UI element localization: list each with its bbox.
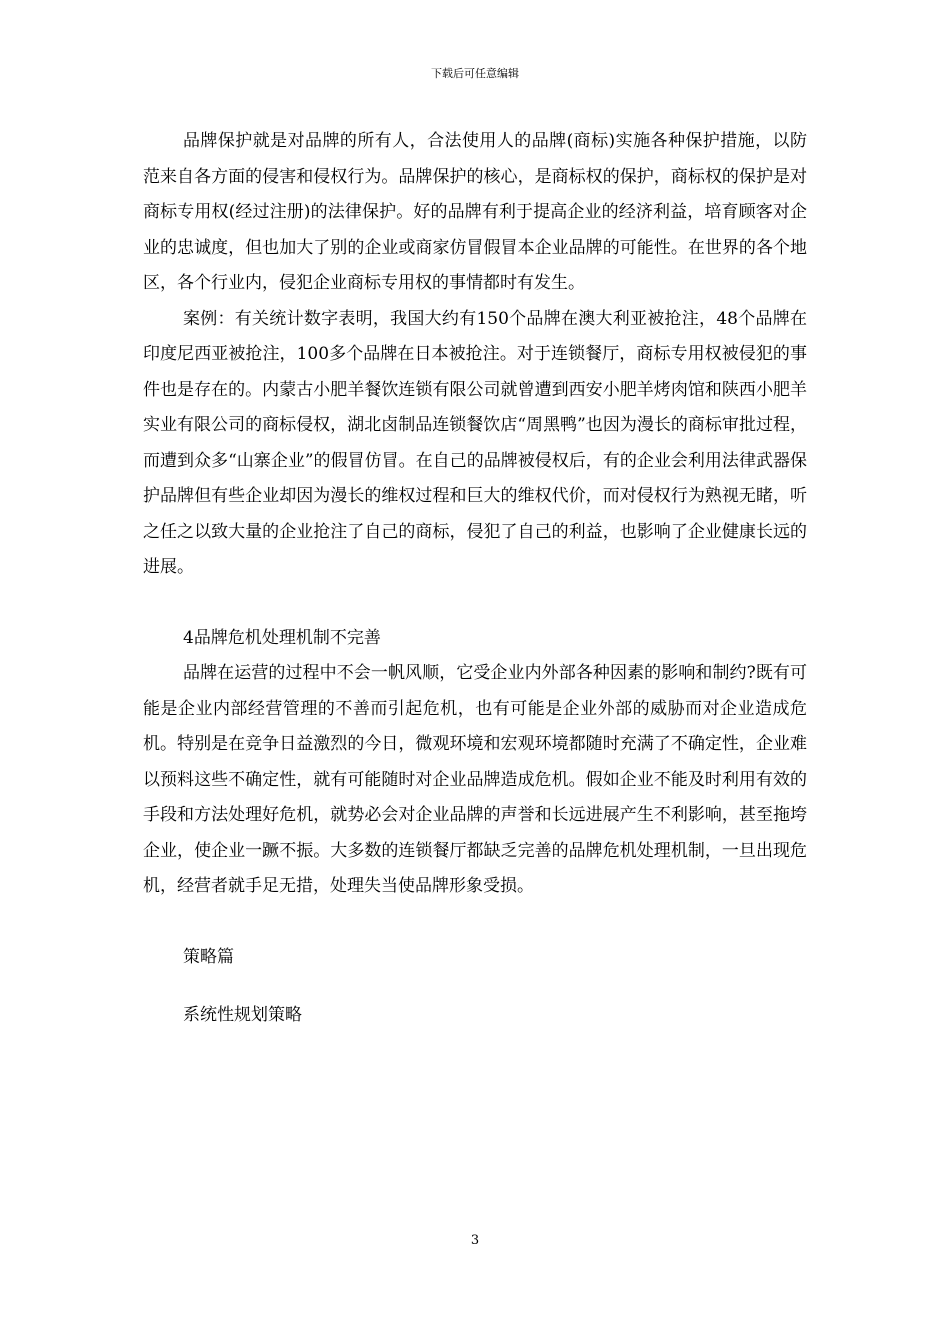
page-header: 下载后可任意编辑 bbox=[431, 67, 519, 80]
section-heading-crisis: 4品牌危机处理机制不完善 bbox=[183, 627, 381, 648]
paragraph-brand-protection: 品牌保护就是对品牌的所有人，合法使用人的品牌(商标)实施各种保护措施，以防范来自各方面的侵害和侵权行为。品牌保护的核心，是商标权的保护，商标权的保护是对商标专用权(经过注册)的法律保护。好的品牌有利于提高企业的经济利益，培育顾客对企业的忠诚度，但也加大了别的企业或商家仿冒假冒本企业品牌的可能性。在世界的各个地区，各个行业内，侵犯企业商标专用权的事情都时有发生。 bbox=[143, 131, 807, 293]
section-heading-strategy: 策略篇 bbox=[183, 946, 234, 967]
document-body bbox=[143, 124, 807, 1034]
page-number: 3 bbox=[470, 1233, 480, 1248]
spacer bbox=[143, 905, 807, 940]
spacer bbox=[143, 975, 807, 998]
spacer bbox=[143, 586, 807, 621]
paragraph-brand-crisis: 品牌在运营的过程中不会一帆风顺，它受企业内外部各种因素的影响和制约?既有可能是企业内部经营管理的不善而引起危机，也有可能是企业外部的威胁而对企业造成危机。特别是在竞争日益激烈的今日，微观环境和宏观环境都随时充满了不确定性，企业难以预料这些不确定性，就有可能随时对企业品牌造成危机。假如企业不能及时利用有效的手段和方法处理好危机，就势必会对企业品牌的声誉和长远进展产生不利影响，甚至拖垮企业，使企业一蹶不振。大多数的连锁餐厅都缺乏完善的品牌危机处理机制，一旦出现危机，经营者就手足无措，处理失当使品牌形象受损。 bbox=[143, 663, 807, 896]
paragraph-case-study: 案例：有关统计数字表明，我国大约有150个品牌在澳大利亚被抢注，48个品牌在印度尼西亚被抢注，100多个品牌在日本被抢注。对于连锁餐厅，商标专用权被侵犯的事件也是存在的。内蒙古小肥羊餐饮连锁有限公司就曾遭到西安小肥羊烤肉馆和陕西小肥羊实业有限公司的商标侵权，湖北卤制品连锁餐饮店“周黑鸭”也因为漫长的商标审批过程，而遭到众多“山寨企业”的假冒仿冒。在自己的品牌被侵权后，有的企业会利用法律武器保护品牌但有些企业却因为漫长的维权过程和巨大的维权代价，而对侵权行为熟视无睹，听之任之以致大量的企业抢注了自己的商标，侵犯了自己的利益，也影响了企业健康长远的进展。 bbox=[143, 308, 807, 577]
section-heading-systematic-planning: 系统性规划策略 bbox=[183, 1005, 302, 1025]
